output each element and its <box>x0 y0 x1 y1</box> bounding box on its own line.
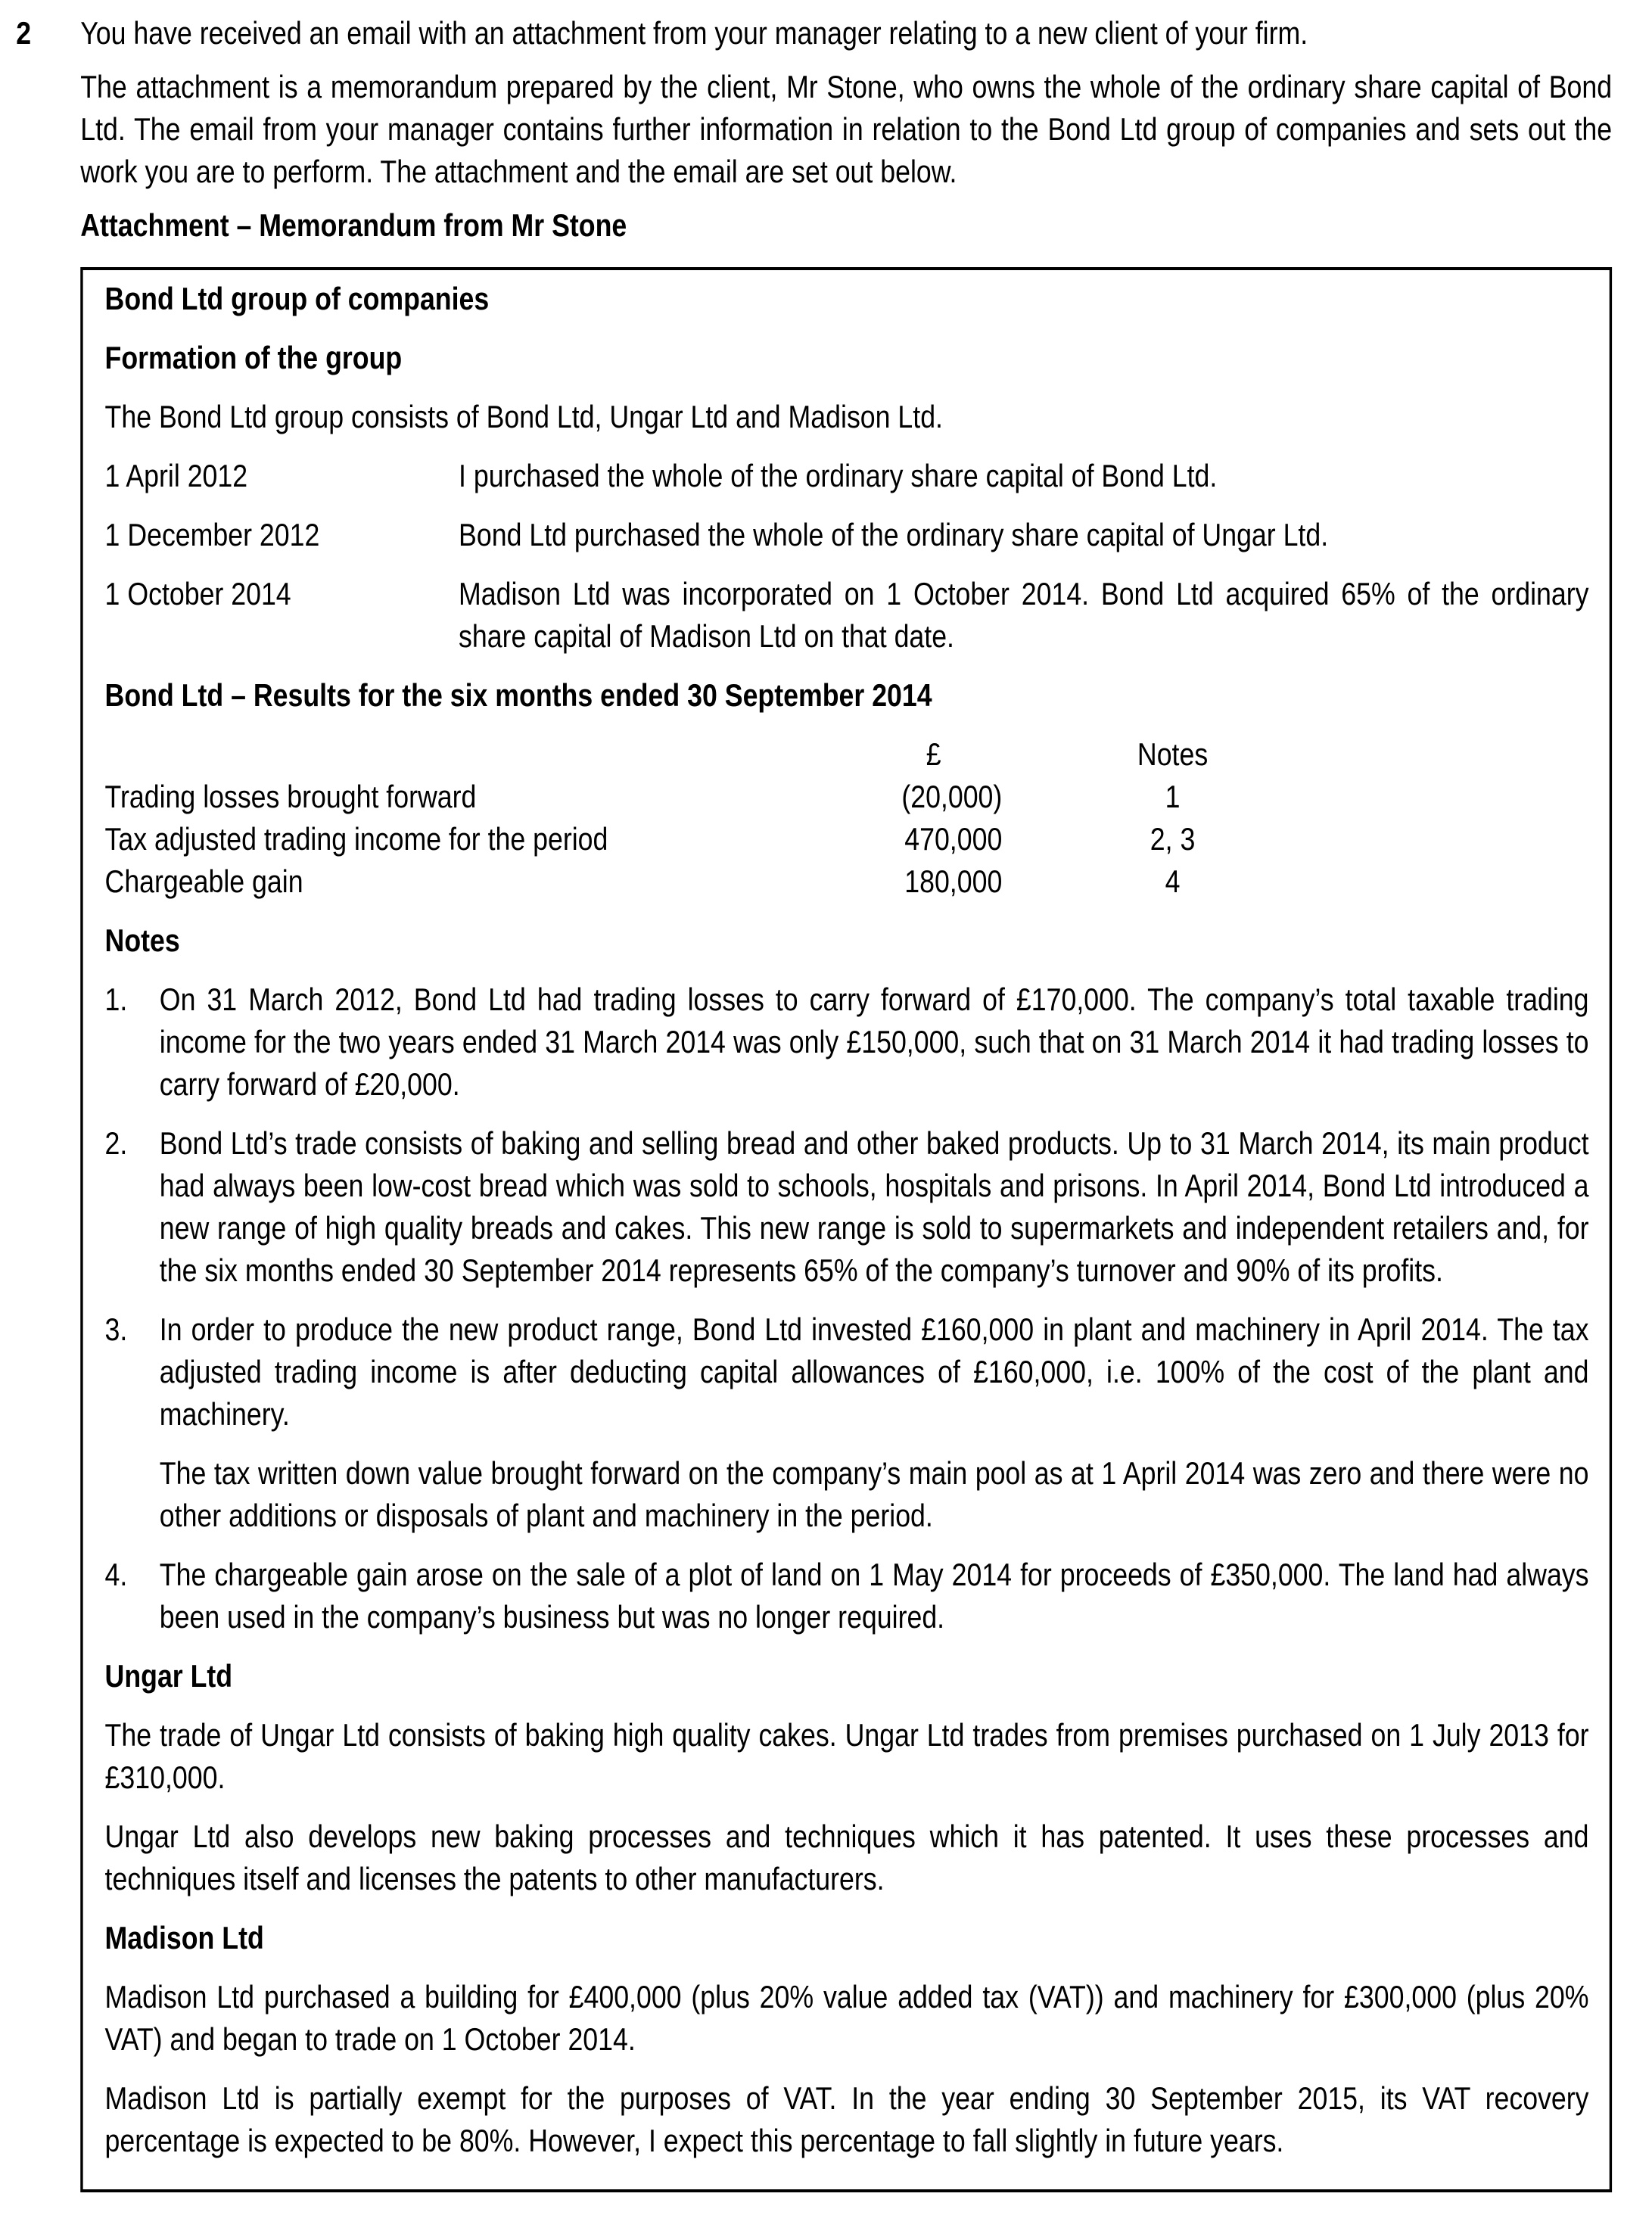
note-body <box>160 1554 1589 1638</box>
row-notes: 2, 3 <box>1150 821 1196 857</box>
madison-paragraph-2: Madison Ltd is partially exempt for the purposes of VAT. In the year ending 30 September 2015, its VAT recovery percentage is expected to be 80%. However, I expect this percentage to fall slightly in future years. <box>104 2080 1589 2158</box>
table-row <box>105 860 1589 903</box>
note-item <box>105 978 1589 1106</box>
note-paragraph: On 31 March 2012, Bond Ltd had trading losses to carry forward of £170,000. The company’s total taxable trading income for the two years ended 31 March 2014 was only £150,000, such that on 31 March 2014 it had trading losses to carry forward of £20,000. <box>159 982 1589 1102</box>
intro-paragraph-2: The attachment is a memorandum prepared by the client, Mr Stone, who owns the whole of the ordinary share capital of Bond Ltd. The email from your manager contains further information in relation to the Bond Ltd group of companies and sets out the work you are to perform. The attachment and the email are set out below. <box>80 69 1613 189</box>
timeline-event <box>105 455 1589 497</box>
row-notes: 1 <box>1165 779 1181 814</box>
label-column-header <box>105 733 755 776</box>
ungar-heading: Ungar Ltd <box>104 1658 233 1694</box>
note-item <box>105 1308 1589 1537</box>
row-label: Chargeable gain <box>104 863 303 899</box>
table-row <box>105 776 1589 818</box>
row-amount: 180,000 <box>904 863 1003 899</box>
row-label: Tax adjusted trading income for the period <box>104 821 608 857</box>
formation-intro: The Bond Ltd group consists of Bond Ltd, Ungar Ltd and Madison Ltd. <box>104 399 943 434</box>
note-body <box>160 1308 1589 1537</box>
memo-title: Bond Ltd group of companies <box>104 281 490 316</box>
event-description: I purchased the whole of the ordinary share capital of Bond Ltd. <box>459 458 1218 493</box>
note-number: 3. <box>104 1311 128 1347</box>
madison-paragraph-1: Madison Ltd purchased a building for £400,000 (plus 20% value added tax (VAT)) and machinery for £300,000 (plus 20% VAT) and began to trade on 1 October 2014. <box>104 1979 1589 2057</box>
ungar-paragraph-1: The trade of Ungar Ltd consists of baking high quality cakes. Ungar Ltd trades from premises purchased on 1 July 2013 for £310,000. <box>104 1717 1589 1795</box>
table-header-row <box>105 733 1589 776</box>
event-description: Bond Ltd purchased the whole of the ordinary share capital of Ungar Ltd. <box>459 517 1329 552</box>
row-amount: 470,000 <box>904 821 1003 857</box>
note-paragraph: In order to produce the new product range, Bond Ltd invested £160,000 in plant and machinery in April 2014. The tax adjusted trading income is after deducting capital allowances of £160,000, i.e. 100% of the cost of the plant and machinery. <box>159 1311 1589 1432</box>
amount-column-header: £ <box>926 736 941 772</box>
attachment-heading: Attachment – Memorandum from Mr Stone <box>80 207 627 243</box>
row-amount: (20,000) <box>901 779 1003 814</box>
madison-heading: Madison Ltd <box>104 1920 264 1955</box>
timeline-event <box>105 514 1589 556</box>
event-date: 1 December 2012 <box>104 517 320 552</box>
results-heading: Bond Ltd – Results for the six months ended 30 September 2014 <box>104 677 932 713</box>
note-item <box>105 1122 1589 1292</box>
row-notes: 4 <box>1165 863 1181 899</box>
event-date: 1 October 2014 <box>104 576 291 611</box>
row-label: Trading losses brought forward <box>104 779 477 814</box>
ungar-paragraph-2: Ungar Ltd also develops new baking processes and techniques which it has patented. It uses these processes and techniques itself and licenses the patents to other manufacturers. <box>104 1819 1589 1896</box>
intro-paragraph-1: You have received an email with an attachment from your manager relating to a new client of your firm. <box>80 15 1308 51</box>
memorandum-box <box>80 267 1612 2192</box>
table-row <box>105 818 1589 860</box>
timeline-event <box>105 573 1589 658</box>
notes-heading: Notes <box>104 922 180 958</box>
note-paragraph: Bond Ltd’s trade consists of baking and selling bread and other baked products. Up to 31 March 2014, its main product had always been low-cost bread which was sold to schools, hospitals and prisons. In April 2014, Bond Ltd introduced a new range of high quality breads and cakes. This new range is sold to supermarkets and independent retailers and, for the six months ended 30 September 2014 represents 65% of the company’s turnover and 90% of its profits. <box>159 1125 1589 1288</box>
results-table <box>105 733 1589 903</box>
note-paragraph: The tax written down value brought forward on the company’s main pool as at 1 April 2014 was zero and there were no other additions or disposals of plant and machinery in the period. <box>159 1455 1589 1533</box>
formation-heading: Formation of the group <box>104 340 403 375</box>
question-number: 2 <box>16 15 32 51</box>
note-body <box>160 1122 1589 1292</box>
event-description: Madison Ltd was incorporated on 1 October 2014. Bond Ltd acquired 65% of the ordinary share capital of Madison Ltd on that date. <box>459 576 1589 654</box>
note-paragraph: The chargeable gain arose on the sale of a plot of land on 1 May 2014 for proceeds of £350,000. The land had always been used in the company’s business but was no longer required. <box>159 1557 1589 1635</box>
event-date: 1 April 2012 <box>104 458 248 493</box>
notes-column-header: Notes <box>1137 736 1209 772</box>
note-number: 1. <box>104 982 128 1017</box>
note-number: 4. <box>104 1557 128 1592</box>
note-number: 2. <box>104 1125 128 1161</box>
note-body <box>160 978 1589 1106</box>
note-item <box>105 1554 1589 1638</box>
